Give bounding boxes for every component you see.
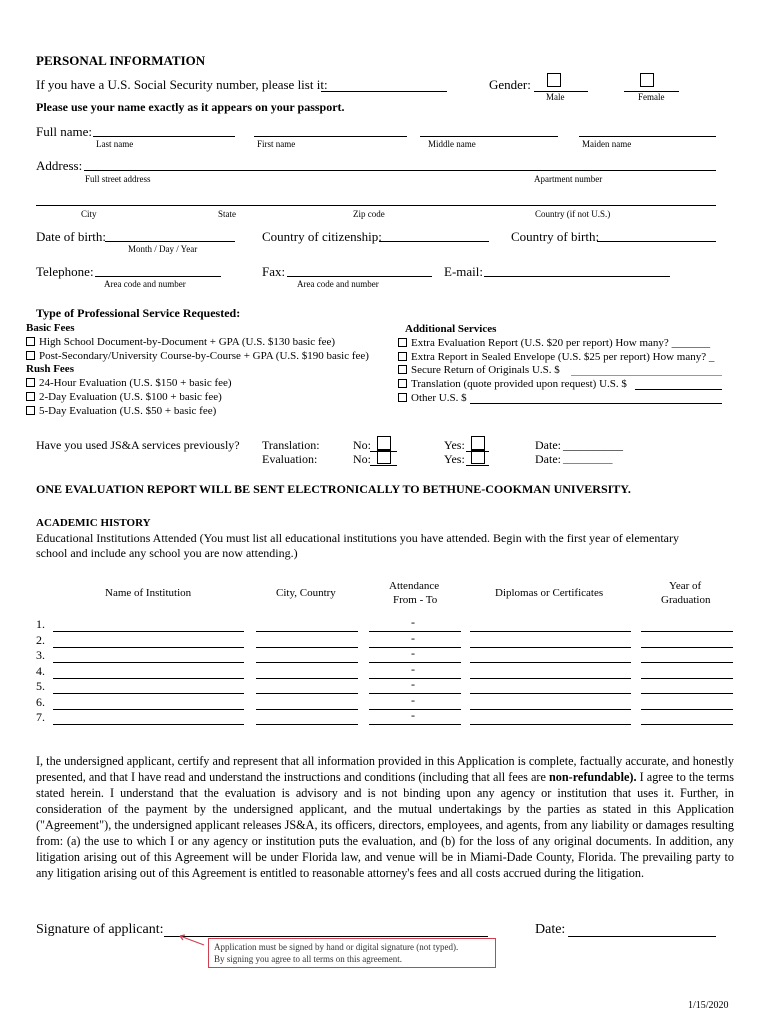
city-state-zip-field[interactable]: [36, 205, 716, 206]
street-field[interactable]: [84, 170, 716, 171]
maiden-name-caption: Maiden name: [582, 139, 632, 149]
services-heading: Type of Professional Service Requested:: [36, 306, 241, 320]
certification-paragraph: [36, 753, 734, 881]
translation-date-field[interactable]: __________: [563, 438, 623, 452]
academic-field[interactable]: [641, 631, 733, 632]
evaluation-no-label: No:: [353, 452, 371, 466]
col-diplomas: Diplomas or Certificates: [495, 587, 604, 599]
academic-field[interactable]: [641, 693, 733, 694]
attendance-dash: -: [411, 661, 415, 676]
checkbox[interactable]: [26, 337, 35, 346]
academic-field[interactable]: [53, 647, 244, 648]
col-city-country: City, Country: [276, 587, 336, 599]
checkbox[interactable]: [398, 365, 407, 374]
row-number: 5.: [36, 679, 45, 693]
evaluation-date-label: Date:: [535, 452, 561, 466]
academic-field[interactable]: [256, 662, 358, 663]
col-year-2: Graduation: [661, 594, 711, 606]
first-name-caption: First name: [257, 139, 296, 149]
rush-option-3-label: 5-Day Evaluation (U.S. $50 + basic fee): [39, 405, 217, 417]
evaluation-no-checkbox[interactable]: [377, 450, 391, 464]
attendance-dash: -: [411, 615, 415, 629]
basic-option-1-label: High School Document-by-Document + GPA (U.S. $130 basic fee): [39, 336, 336, 348]
academic-field[interactable]: [470, 693, 631, 694]
academic-field[interactable]: [256, 724, 358, 725]
row-number: 2.: [36, 632, 45, 647]
email-label: E-mail:: [444, 264, 483, 279]
additional-option-3[interactable]: [398, 364, 560, 376]
academic-field[interactable]: [470, 678, 631, 679]
academic-field[interactable]: [256, 647, 358, 648]
basic-option-2[interactable]: [26, 350, 369, 362]
rush-option-2-label: 2-Day Evaluation (U.S. $100 + basic fee): [39, 391, 222, 403]
col-attendance-1: Attendance: [389, 580, 440, 592]
footer-date: 1/15/2020: [688, 1000, 729, 1011]
additional-option-1-label: Extra Evaluation Report (U.S. $20 per report) How many? _______: [411, 337, 711, 349]
academic-field[interactable]: [369, 647, 461, 648]
row-number: 7.: [36, 710, 45, 724]
row-number: 6.: [36, 694, 45, 709]
rush-option-3[interactable]: [26, 405, 216, 417]
translation-no-label: No:: [353, 438, 371, 452]
state-caption: State: [218, 209, 236, 219]
dob-label: Date of birth:: [36, 229, 107, 244]
attendance-dash: -: [411, 646, 415, 660]
additional-option-5[interactable]: [398, 392, 467, 404]
academic-field[interactable]: [256, 631, 358, 632]
row-number: 4.: [36, 663, 45, 678]
academic-field[interactable]: [53, 631, 244, 632]
first-name-field[interactable]: [254, 136, 407, 137]
checkbox[interactable]: [26, 351, 35, 360]
academic-field[interactable]: [470, 631, 631, 632]
evaluation-date-field[interactable]: ___________: [563, 455, 613, 465]
electronic-report-notice: ONE EVALUATION REPORT WILL BE SENT ELECTRONICALLY TO BETHUNE-COOKMAN UNIVERSITY.: [36, 482, 631, 496]
signature-date-field[interactable]: [568, 936, 716, 937]
academic-field[interactable]: [470, 724, 631, 725]
signature-date-label: Date:: [535, 922, 566, 937]
fax-caption: Area code and number: [297, 279, 379, 289]
translation-label: Translation:: [262, 438, 320, 452]
evaluation-no-line: [370, 465, 397, 466]
checkbox[interactable]: [26, 406, 35, 415]
passport-note: Please use your name exactly as it appears on your passport.: [36, 100, 345, 114]
male-checkbox[interactable]: [547, 73, 561, 87]
apartment-caption: Apartment number: [534, 174, 603, 184]
academic-field[interactable]: [369, 693, 461, 694]
translation-no-checkbox[interactable]: [377, 436, 391, 450]
signature-note-line-1: Application must be signed by hand or digital signature (not typed).: [214, 942, 459, 952]
telephone-caption: Area code and number: [104, 279, 186, 289]
evaluation-yes-line: [466, 465, 489, 466]
non-refundable-text: non-refundable).: [549, 770, 637, 784]
birth-country-label: Country of birth:: [511, 229, 600, 244]
evaluation-label: Evaluation:: [262, 452, 318, 466]
attendance-dash: -: [411, 692, 415, 707]
ssn-field[interactable]: [321, 91, 447, 92]
academic-intro-line-1: Educational Institutions Attended (You must list all educational institutions you have attended. Begin with the first year of elementary: [36, 531, 679, 545]
translation-yes-label: Yes:: [444, 438, 465, 452]
translation-yes-checkbox[interactable]: [471, 436, 485, 450]
rush-fees-heading: Rush Fees: [26, 363, 74, 375]
academic-field[interactable]: [470, 709, 631, 710]
additional-option-1[interactable]: [398, 337, 710, 349]
last-name-field[interactable]: [93, 136, 235, 137]
academic-field[interactable]: [53, 693, 244, 694]
telephone-label: Telephone:: [36, 264, 94, 279]
certification-text-end: I agree to the terms stated herein. I understand that the evaluation is advisory and is not binding upon any agency or institution that uses it. Further, in consideration of the payment by the undersigned applicant, and the mutual undertakings by the parties as stated in this Application ("Agreement"), the undersigned applicant releases JS&A, its officers, directors, employees, and agents, from any liability or damages resulting from: (a) the use to which I or any agency or institution puts the evaluation, and (b) for the loss of any original documents. In addition, any litigation arising out of this Agreement will be under Florida law, and venue will be in Miami-Dade County, Florida. The prevailing party to any litigation arising out of this Agreement is entitled to reasonable attorney's fees and all costs accrued during the litigation.: [36, 770, 734, 880]
female-checkbox[interactable]: [640, 73, 654, 87]
section-heading-academic: ACADEMIC HISTORY: [36, 517, 151, 529]
signature-field[interactable]: [164, 936, 488, 937]
rush-option-1[interactable]: [26, 377, 232, 389]
female-label: Female: [638, 92, 665, 102]
fax-field[interactable]: [287, 276, 432, 277]
additional-option-2-label: Extra Report in Sealed Envelope (U.S. $25 per report) How many? _: [411, 351, 715, 363]
additional-heading: Additional Services: [405, 323, 497, 335]
additional-option-4-label: Translation (quote provided upon request) U.S. $: [411, 378, 627, 390]
last-name-caption: Last name: [96, 139, 134, 149]
rush-option-2[interactable]: [26, 391, 222, 403]
section-heading-personal: PERSONAL INFORMATION: [36, 53, 206, 68]
academic-field[interactable]: [470, 647, 631, 648]
street-caption: Full street address: [85, 174, 151, 184]
additional-option-5-label: Other U.S. $: [411, 392, 467, 404]
academic-field[interactable]: [256, 693, 358, 694]
maiden-name-field[interactable]: [579, 136, 716, 137]
evaluation-yes-label: Yes:: [444, 452, 465, 466]
birth-country-field[interactable]: [597, 241, 716, 242]
academic-field[interactable]: [369, 709, 461, 710]
fax-label: Fax:: [262, 264, 286, 279]
col-attendance-2: From - To: [393, 594, 438, 606]
academic-field[interactable]: [369, 662, 461, 663]
additional-option-3-label: Secure Return of Originals U.S. $: [411, 364, 560, 376]
additional-option-2[interactable]: [398, 351, 714, 363]
email-field[interactable]: [484, 276, 670, 277]
signature-label: Signature of applicant:: [36, 922, 164, 937]
citizenship-label: Country of citizenship:: [262, 229, 382, 244]
academic-field[interactable]: [641, 678, 733, 679]
academic-field[interactable]: [641, 647, 733, 648]
country-caption: Country (if not U.S.): [535, 209, 611, 219]
city-caption: City: [81, 209, 97, 219]
attendance-dash: -: [411, 677, 415, 691]
certification-text: I, the undersigned applicant, certify and represent that all information provided in this Application is complete, factually accurate, and honestly presented, and that I have read and understand the instructions and conditions (including that all fees are: [36, 754, 734, 784]
academic-field[interactable]: [470, 662, 631, 663]
attendance-dash: -: [411, 630, 415, 645]
citizenship-field[interactable]: [379, 241, 489, 242]
full-name-label: Full name:: [36, 124, 92, 139]
basic-fees-heading: Basic Fees: [26, 322, 75, 334]
rush-option-1-label: 24-Hour Evaluation (U.S. $150 + basic fee): [39, 377, 232, 389]
checkbox[interactable]: [398, 393, 407, 402]
checkbox[interactable]: [26, 378, 35, 387]
male-label: Male: [546, 92, 565, 102]
academic-field[interactable]: [369, 678, 461, 679]
row-number: 3.: [36, 648, 45, 662]
ssn-label: If you have a U.S. Social Security number, please list it:: [36, 77, 328, 92]
middle-name-caption: Middle name: [428, 139, 476, 149]
previous-question: Have you used JS&A services previously?: [36, 438, 240, 452]
arrow-icon: [176, 933, 206, 947]
basic-option-1[interactable]: [26, 336, 335, 348]
academic-intro-line-2: school and include any school you are now attending.): [36, 546, 298, 560]
zip-caption: Zip code: [353, 209, 385, 219]
academic-field[interactable]: [369, 724, 461, 725]
other-amount-field[interactable]: [470, 403, 722, 404]
academic-field[interactable]: [53, 678, 244, 679]
academic-field[interactable]: [641, 724, 733, 725]
gender-label: Gender:: [489, 77, 531, 92]
academic-field[interactable]: [53, 662, 244, 663]
academic-field[interactable]: [256, 678, 358, 679]
telephone-field[interactable]: [95, 276, 221, 277]
return-originals-field[interactable]: [571, 375, 722, 376]
signature-note-box: [208, 938, 496, 968]
academic-field[interactable]: [369, 631, 461, 632]
dob-caption: Month / Day / Year: [128, 244, 198, 254]
attendance-dash: -: [411, 708, 415, 722]
academic-field[interactable]: [256, 709, 358, 710]
checkbox[interactable]: [398, 352, 407, 361]
checkbox[interactable]: [26, 392, 35, 401]
dob-field[interactable]: [105, 241, 235, 242]
checkbox[interactable]: [398, 379, 407, 388]
academic-field[interactable]: [641, 709, 733, 710]
translation-amount-field[interactable]: [635, 389, 722, 390]
evaluation-yes-checkbox[interactable]: [471, 450, 485, 464]
row-number: 1.: [36, 617, 45, 631]
academic-field[interactable]: [53, 724, 244, 725]
basic-option-2-label: Post-Secondary/University Course-by-Course + GPA (U.S. $190 basic fee): [39, 350, 369, 362]
col-year-1: Year of: [669, 580, 702, 592]
address-label: Address:: [36, 158, 83, 173]
checkbox[interactable]: [398, 338, 407, 347]
middle-name-field[interactable]: [420, 136, 558, 137]
additional-option-4[interactable]: [398, 378, 627, 390]
col-institution: Name of Institution: [105, 587, 192, 599]
academic-field[interactable]: [53, 709, 244, 710]
signature-note-line-2: By signing you agree to all terms on this agreement.: [214, 954, 402, 964]
academic-field[interactable]: [641, 662, 733, 663]
translation-date-label: Date:: [535, 438, 561, 452]
